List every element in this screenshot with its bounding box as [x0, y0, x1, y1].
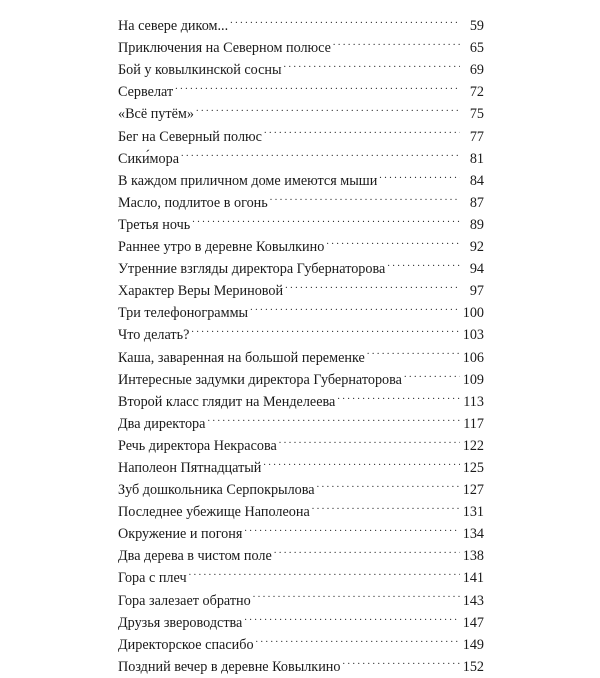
- toc-entry-title: Друзья звероводства: [118, 614, 243, 631]
- toc-entry-title: Сики́мора: [118, 150, 180, 167]
- toc-entry-page-number: 72: [469, 84, 484, 101]
- toc-entry-page-number: 84: [469, 172, 484, 189]
- toc-entry-page-number: 75: [469, 106, 484, 123]
- toc-entry-title: Два директора: [118, 415, 206, 432]
- toc-entry-page-number: 69: [469, 62, 484, 79]
- toc-entry-title: «Всё путём»: [118, 106, 194, 123]
- toc-entry-page-number: 147: [462, 614, 484, 631]
- dot-leader: [244, 605, 460, 627]
- toc-entry-title: Речь директора Некрасова: [118, 437, 277, 454]
- toc-entry-page-number: 89: [469, 216, 484, 233]
- toc-entry-page-number: 131: [462, 504, 484, 521]
- dot-leader: [367, 339, 460, 361]
- toc-entry-page-number: 152: [462, 658, 484, 675]
- dot-leader: [256, 627, 460, 649]
- toc-entry-page-number: 125: [462, 459, 484, 476]
- table-of-contents: [118, 8, 484, 675]
- toc-entry-page-number: 141: [462, 570, 484, 587]
- toc-entry-page-number: 109: [462, 371, 484, 388]
- toc-entry-title: Сервелат: [118, 84, 174, 101]
- dot-leader: [181, 141, 460, 163]
- dot-leader: [317, 472, 460, 494]
- toc-entry-title: Что делать?: [118, 327, 190, 344]
- dot-leader: [264, 118, 460, 140]
- toc-entry-title: Приключения на Северном полюсе: [118, 40, 331, 57]
- dot-leader: [189, 560, 460, 582]
- dot-leader: [196, 96, 460, 118]
- toc-entry-page-number: 97: [469, 283, 484, 300]
- toc-entry-title: Гора залезает обратно: [118, 592, 251, 609]
- toc-entry-title: Интересные задумки директора Губернаторова: [118, 371, 402, 388]
- toc-entry-title: Наполеон Пятнадцатый: [118, 459, 262, 476]
- dot-leader: [230, 8, 460, 30]
- dot-leader: [263, 450, 460, 472]
- dot-leader: [207, 406, 460, 428]
- dot-leader: [253, 582, 460, 604]
- toc-entry-page-number: 127: [462, 482, 484, 499]
- toc-entry-title: Каша, заваренная на большой переменке: [118, 349, 365, 366]
- toc-entry-title: Второй класс глядит на Менделеева: [118, 393, 336, 410]
- dot-leader: [244, 516, 460, 538]
- toc-entry-title: Характер Веры Мериновой: [118, 283, 284, 300]
- toc-entry-page-number: 77: [469, 128, 484, 145]
- dot-leader: [312, 494, 460, 516]
- toc-entry-title: Третья ночь: [118, 216, 191, 233]
- toc-entry-title: Три телефонограммы: [118, 305, 249, 322]
- toc-entry-page-number: 103: [462, 327, 484, 344]
- dot-leader: [279, 428, 460, 450]
- toc-entry-page-number: 113: [463, 393, 484, 410]
- toc-entry-title: Масло, подлитое в огонь: [118, 194, 268, 211]
- toc-entry-title: Поздний вечер в деревне Ковылкино: [118, 658, 341, 675]
- toc-entry-title: Бег на Северный полюс: [118, 128, 262, 145]
- dot-leader: [250, 295, 460, 317]
- toc-entry-page-number: 65: [469, 40, 484, 57]
- toc-entry-page-number: 143: [462, 592, 484, 609]
- dot-leader: [404, 362, 460, 384]
- toc-entry-title: Два дерева в чистом поле: [118, 548, 272, 565]
- toc-entry-page-number: 59: [469, 18, 484, 35]
- dot-leader: [175, 74, 460, 96]
- toc-entry-page-number: 81: [469, 150, 484, 167]
- toc-entry-title: Гора с плеч: [118, 570, 187, 587]
- toc-entry-title: Зуб дошкольника Серпокрылова: [118, 482, 315, 499]
- toc-entry-title: Директорское спасибо: [118, 636, 254, 653]
- dot-leader: [192, 207, 460, 229]
- toc-entry-page-number: 149: [462, 636, 484, 653]
- toc-entry-page-number: 134: [462, 526, 484, 543]
- dot-leader: [333, 30, 460, 52]
- dot-leader: [191, 317, 460, 339]
- toc-entry-title: Окружение и погоня: [118, 526, 243, 543]
- toc-entry-page-number: 106: [462, 349, 484, 366]
- toc-entry: [118, 8, 484, 35]
- toc-entry-title: На севере диком...: [118, 18, 229, 35]
- dot-leader: [342, 649, 460, 671]
- toc-entry-title: Бой у ковылкинской сосны: [118, 62, 282, 79]
- dot-leader: [285, 273, 460, 295]
- toc-entry-page-number: 87: [469, 194, 484, 211]
- toc-entry-page-number: 117: [463, 415, 484, 432]
- toc-entry-title: Утренние взгляды директора Губернаторова: [118, 261, 386, 278]
- toc-entry-page-number: 122: [462, 437, 484, 454]
- dot-leader: [379, 163, 460, 185]
- toc-entry-title: В каждом приличном доме имеются мыши: [118, 172, 378, 189]
- dot-leader: [387, 251, 460, 273]
- toc-entry-page-number: 100: [462, 305, 484, 322]
- toc-entry-title: Последнее убежище Наполеона: [118, 504, 310, 521]
- dot-leader: [274, 538, 460, 560]
- toc-entry-page-number: 138: [462, 548, 484, 565]
- dot-leader: [270, 185, 460, 207]
- dot-leader: [337, 384, 460, 406]
- toc-entry-title: Раннее утро в деревне Ковылкино: [118, 239, 325, 256]
- dot-leader: [326, 229, 460, 251]
- dot-leader: [284, 52, 460, 74]
- toc-entry-page-number: 92: [469, 239, 484, 256]
- toc-entry-page-number: 94: [469, 261, 484, 278]
